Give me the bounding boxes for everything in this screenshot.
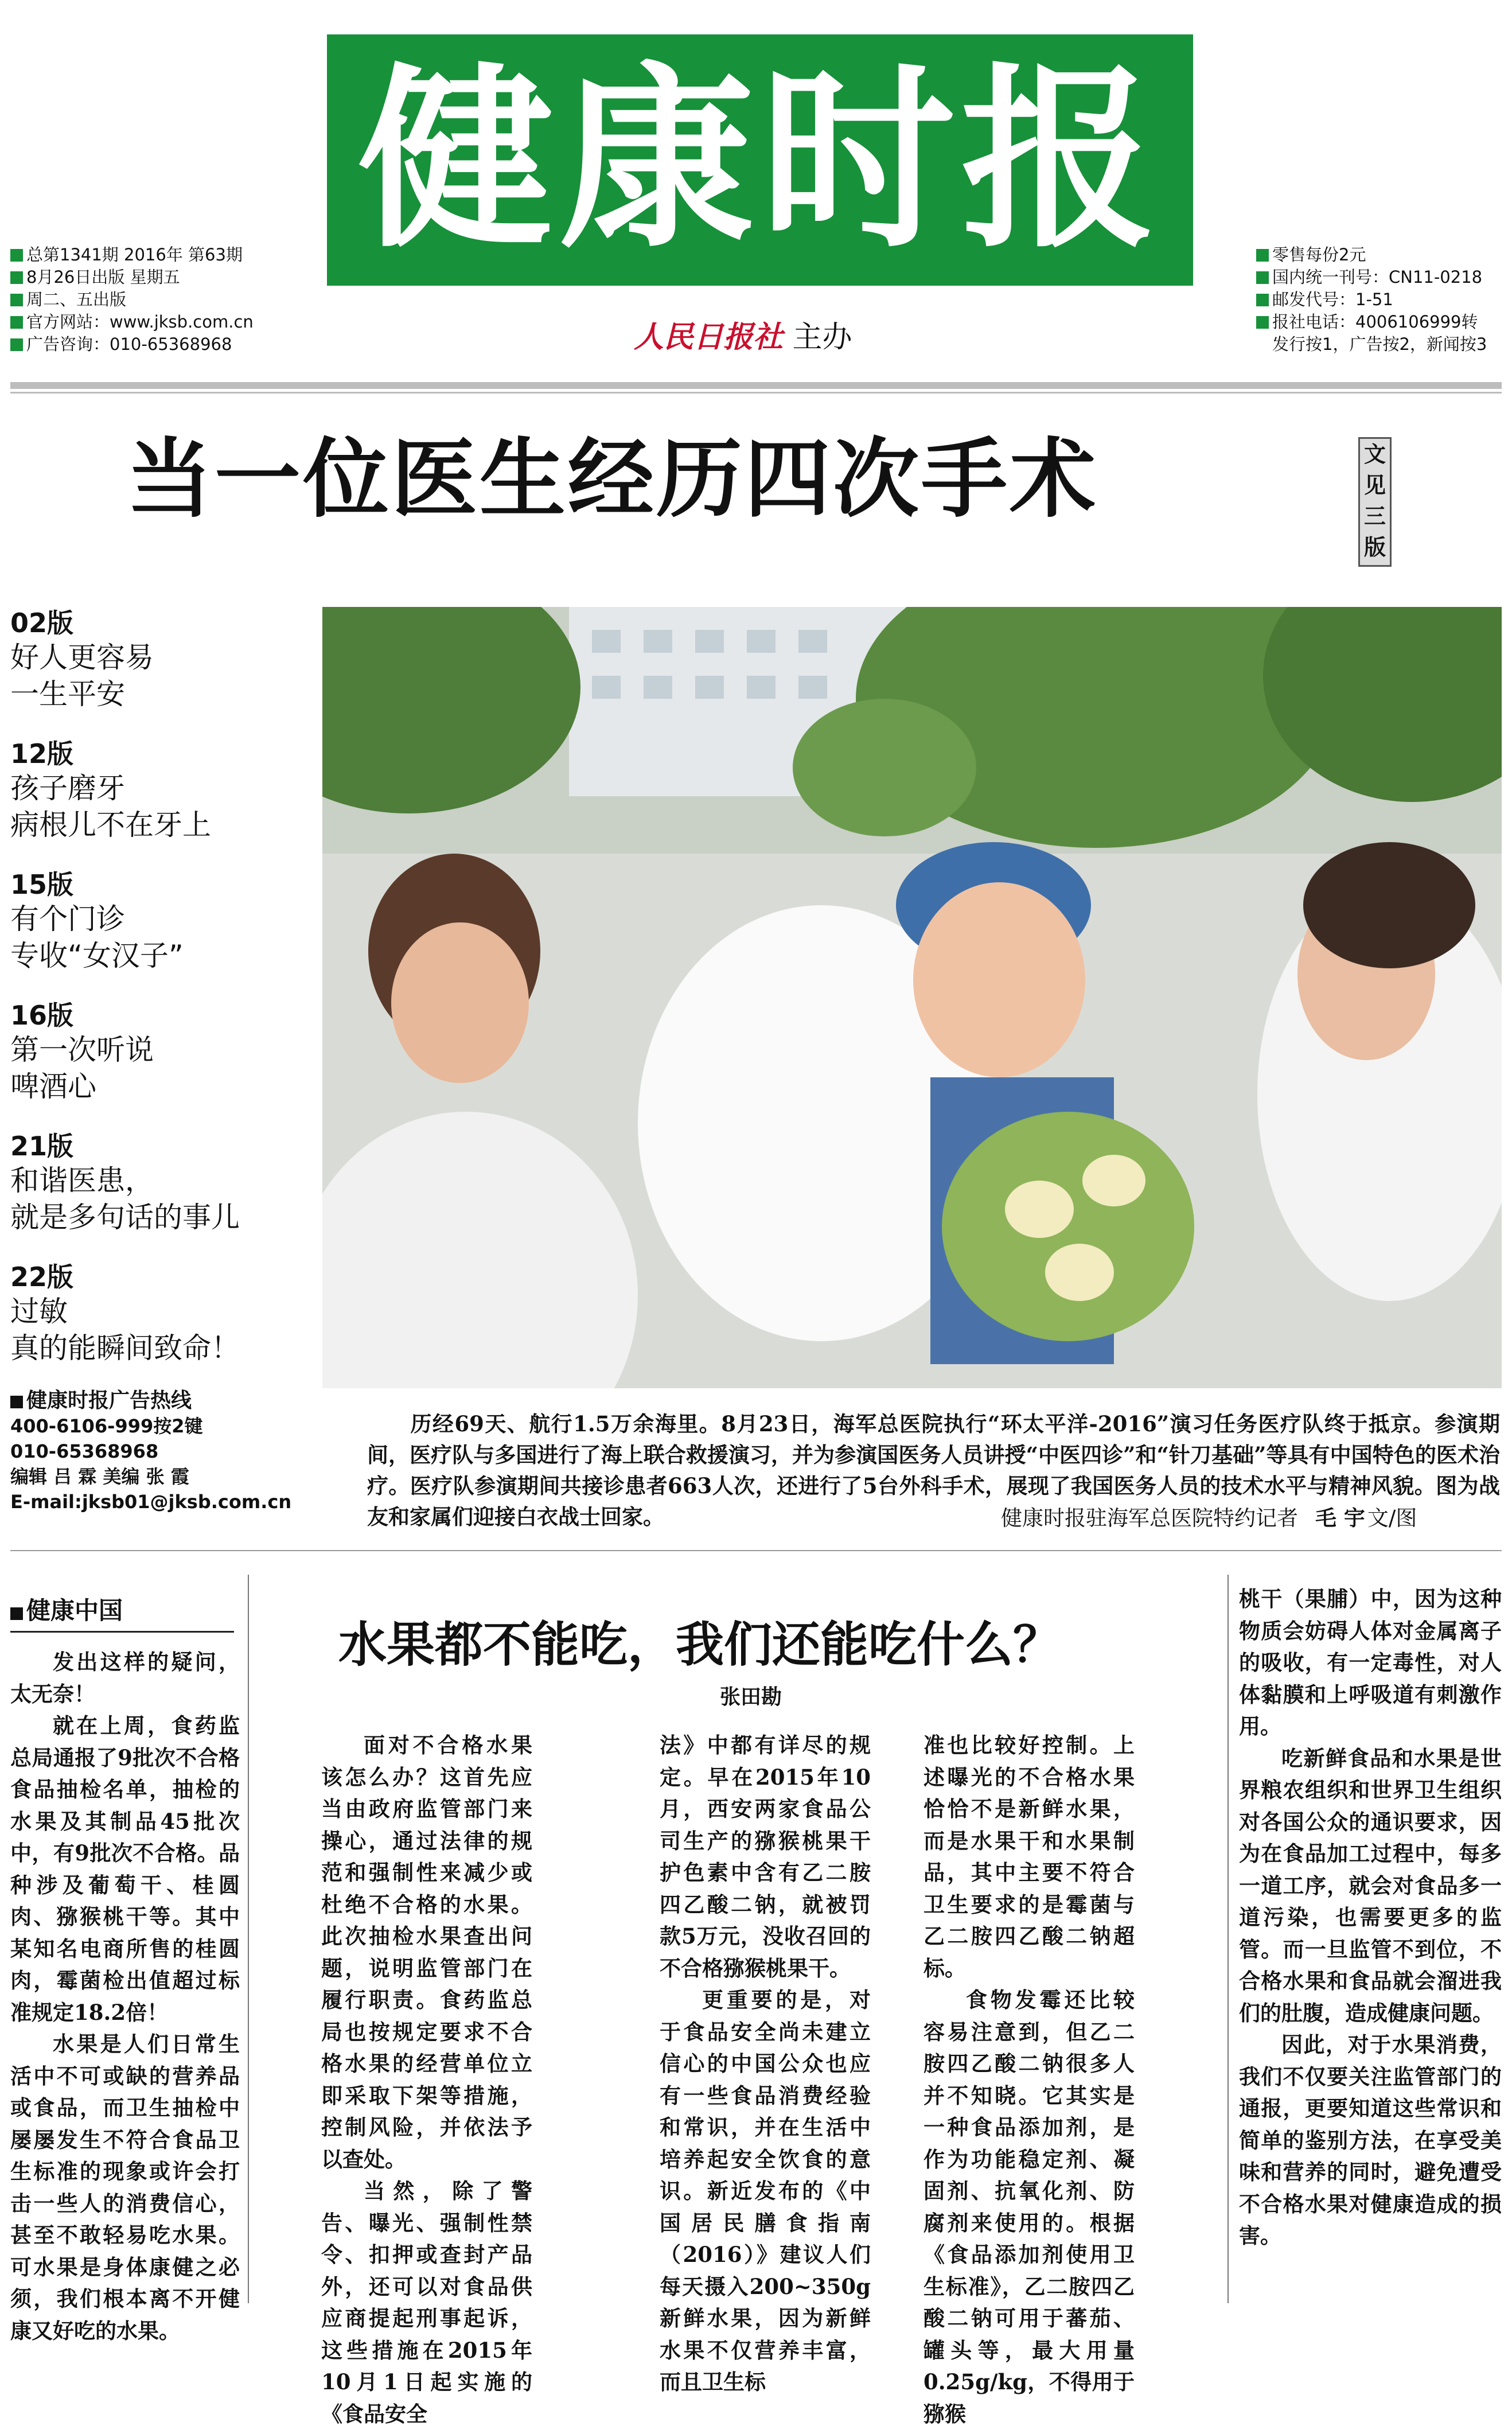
square-bullet-icon bbox=[10, 1607, 23, 1620]
issue-info: 总第1341期 2016年 第63期 8月26日出版 星期五 周二、五出版 官方网站：www.jksb.com.cn 广告咨询：010-65368968 bbox=[10, 244, 254, 356]
contact-email[interactable]: E-mail:jksb01@jksb.com.cn bbox=[10, 1491, 292, 1513]
masthead-banner bbox=[327, 34, 1193, 286]
square-bullet-icon bbox=[1256, 271, 1269, 284]
photo-caption: 历经69天、航行1.5万余海里。8月23日，海军总医院执行“环太平洋-2016”演习任务医疗队终于抵京。参演期间，医疗队与多国进行了海上联合救援演习，并为参演国医务人员讲授“中医四诊”和“针刀基础”等具有中国特色的医术治疗。医疗队参演期间共接诊患者663人次，还进行了5台外科手术，展现了我国医务人员的技术水平与精神风貌。图为战友和家属们迎接白衣战士回家。 bbox=[367, 1411, 1500, 1529]
article-column-4: 准也比较好控制。上述曝光的不合格水果恰恰不是新鲜水果，而是水果干和水果制品，其中主要不符合卫生要求的是霉菌与乙二胺四乙酸二钠超标。 食物发霉还比较容易注意到，但乙二胺四乙酸二钠很多人并不知晓。它其实是一种食品添加剂，是作为功能稳定剂、凝固剂、抗氧化剂、防腐剂来使用的。根据《食品添加剂使用卫生标准》，乙二胺四乙酸二钠可用于蕃茄、罐头等，最大用量0.25g/kg，不得用于猕猴 bbox=[923, 1732, 1135, 2427]
article-column-1: 发出这样的疑问，太无奈！ 就在上周，食药监总局通报了9批次不合格食品抽检名单，抽检的水果及其制品45批次中，有9批次不合格。品种涉及葡萄干、桂圆肉、猕猴桃干等。其中某知名电商所售的桂圆肉，霉菌检出值超过标准规定18.2倍！ 水果是人们日常生活中不可或缺的营养品或食品，而卫生抽检中屡屡发生不符合食品卫生标准的现象或许会打击一些人的消费信心，甚至不敢轻易吃水果。可水果是身体康健之必须，我们根本离不开健康又好吃的水果。 bbox=[10, 1649, 240, 2343]
index-item[interactable]: 15版 有个门诊 专收“女汉子” bbox=[10, 869, 184, 972]
see-page-box: 文 见 三 版 bbox=[1358, 437, 1392, 567]
article-column-2: 面对不合格水果该怎么办？这首先应当由政府监管部门来操心，通过法律的规范和强制性来减少或杜绝不合格的水果。此次抽检水果查出问题，说明监管部门在履行职责。食药监总局也按规定要求不合格水果的经营单位立即采取下架等措施，控制风险，并依法予以查处。 当然，除了警告、曝光、强制性禁令、扣押或查封产品外，还可以对食品供应商提起刑事起诉，这些措施在2015年10月1日起实施的《食品安全 bbox=[321, 1732, 532, 2427]
masthead-divider bbox=[10, 382, 1502, 389]
column-rule bbox=[1227, 1575, 1229, 2303]
ad-phone: 400-6106-999按2键 bbox=[10, 1415, 203, 1437]
article-column-3: 法》中都有详尽的规定。早在2015年10月，西安两家食品公司生产的猕猴桃果干护色素中含有乙二胺四乙酸二钠，就被罚款5万元，没收召回的不合格猕猴桃果干。 更重要的是，对于食品安全尚未建立信心的中国公众也应有一些食品消费经验和常识，并在生活中培养起安全饮食的意识。新近发布的《中国居民膳食指南（2016）》建议人们每天摄入200~350g新鲜水果，因为新鲜水果不仅营养丰富，而且卫生标 bbox=[660, 1732, 871, 2394]
ad-phone: 010-65368968 bbox=[10, 1440, 159, 1462]
square-bullet-icon bbox=[10, 271, 23, 284]
article-column-5: 桃干（果脯）中，因为这种物质会妨碍人体对金属离子的吸收，有一定毒性，对人体黏膜和上呼吸道有刺激作用。 吃新鲜食品和水果是世界粮农组织和世界卫生组织对各国公众的通识要求，因为在食品加工过程中，每多一道工序，就会对食品多一道污染，也需要更多的监管。而一旦监管不到位，不合格水果和食品就会溜进我们的肚腹，造成健康问题。 因此，对于水果消费，我们不仅要关注监管部门的通报，更要知道这些常识和简单的鉴别方法，在享受美味和营养的同时，避免遭受不合格水果对健康造成的损害。 bbox=[1239, 1586, 1502, 2248]
publisher-logo: 人民日报社 bbox=[634, 320, 784, 355]
section-label: 健康中国 bbox=[10, 1592, 234, 1633]
editor-credit: 编辑 吕 霖 美编 张 霞 bbox=[10, 1466, 189, 1487]
section-divider bbox=[10, 1550, 1502, 1551]
square-bullet-icon bbox=[1256, 294, 1269, 306]
column-rule bbox=[248, 1575, 249, 2303]
index-item[interactable]: 12版 孩子磨牙 病根儿不在牙上 bbox=[10, 738, 211, 842]
masthead-divider-thin bbox=[10, 392, 1502, 394]
square-bullet-icon bbox=[1256, 316, 1269, 329]
square-bullet-icon bbox=[10, 249, 23, 262]
square-bullet-icon bbox=[10, 338, 23, 351]
index-item[interactable]: 22版 过敏 真的能瞬间致命！ bbox=[10, 1261, 240, 1365]
square-bullet-icon bbox=[10, 1396, 23, 1408]
publisher-line: 人民日报社 主办 bbox=[634, 320, 852, 355]
square-bullet-icon bbox=[1256, 249, 1269, 262]
photo-credit: 健康时报驻海军总医院特约记者 毛 宇 文/图 bbox=[1001, 1506, 1417, 1531]
square-bullet-icon bbox=[10, 316, 23, 329]
newspaper-title: 健康时报 bbox=[358, 45, 1162, 274]
front-photo bbox=[322, 607, 1502, 1388]
ad-heading: 健康时报广告热线 bbox=[26, 1389, 192, 1412]
index-item[interactable]: 21版 和谐医患， 就是多句话的事儿 bbox=[10, 1131, 240, 1234]
photo-illustration bbox=[322, 607, 1502, 1388]
square-bullet-icon bbox=[10, 294, 23, 306]
index-item[interactable]: 16版 第一次听说 啤酒心 bbox=[10, 1000, 154, 1103]
front-headline: 当一位医生经历四次手术 bbox=[126, 429, 1098, 529]
article-title: 水果都不能吃，我们还能吃什么？ bbox=[338, 1616, 1062, 1673]
ad-hotline-block bbox=[10, 1388, 309, 1514]
index-item[interactable]: 02版 好人更容易 一生平安 bbox=[10, 608, 154, 711]
article-byline: 张田勘 bbox=[720, 1685, 782, 1709]
price-info: 零售每份2元 国内统一刊号：CN11-0218 邮发代号：1-51 报社电话：4006106999转 发行按1，广告按2，新闻按3 bbox=[1256, 244, 1487, 356]
